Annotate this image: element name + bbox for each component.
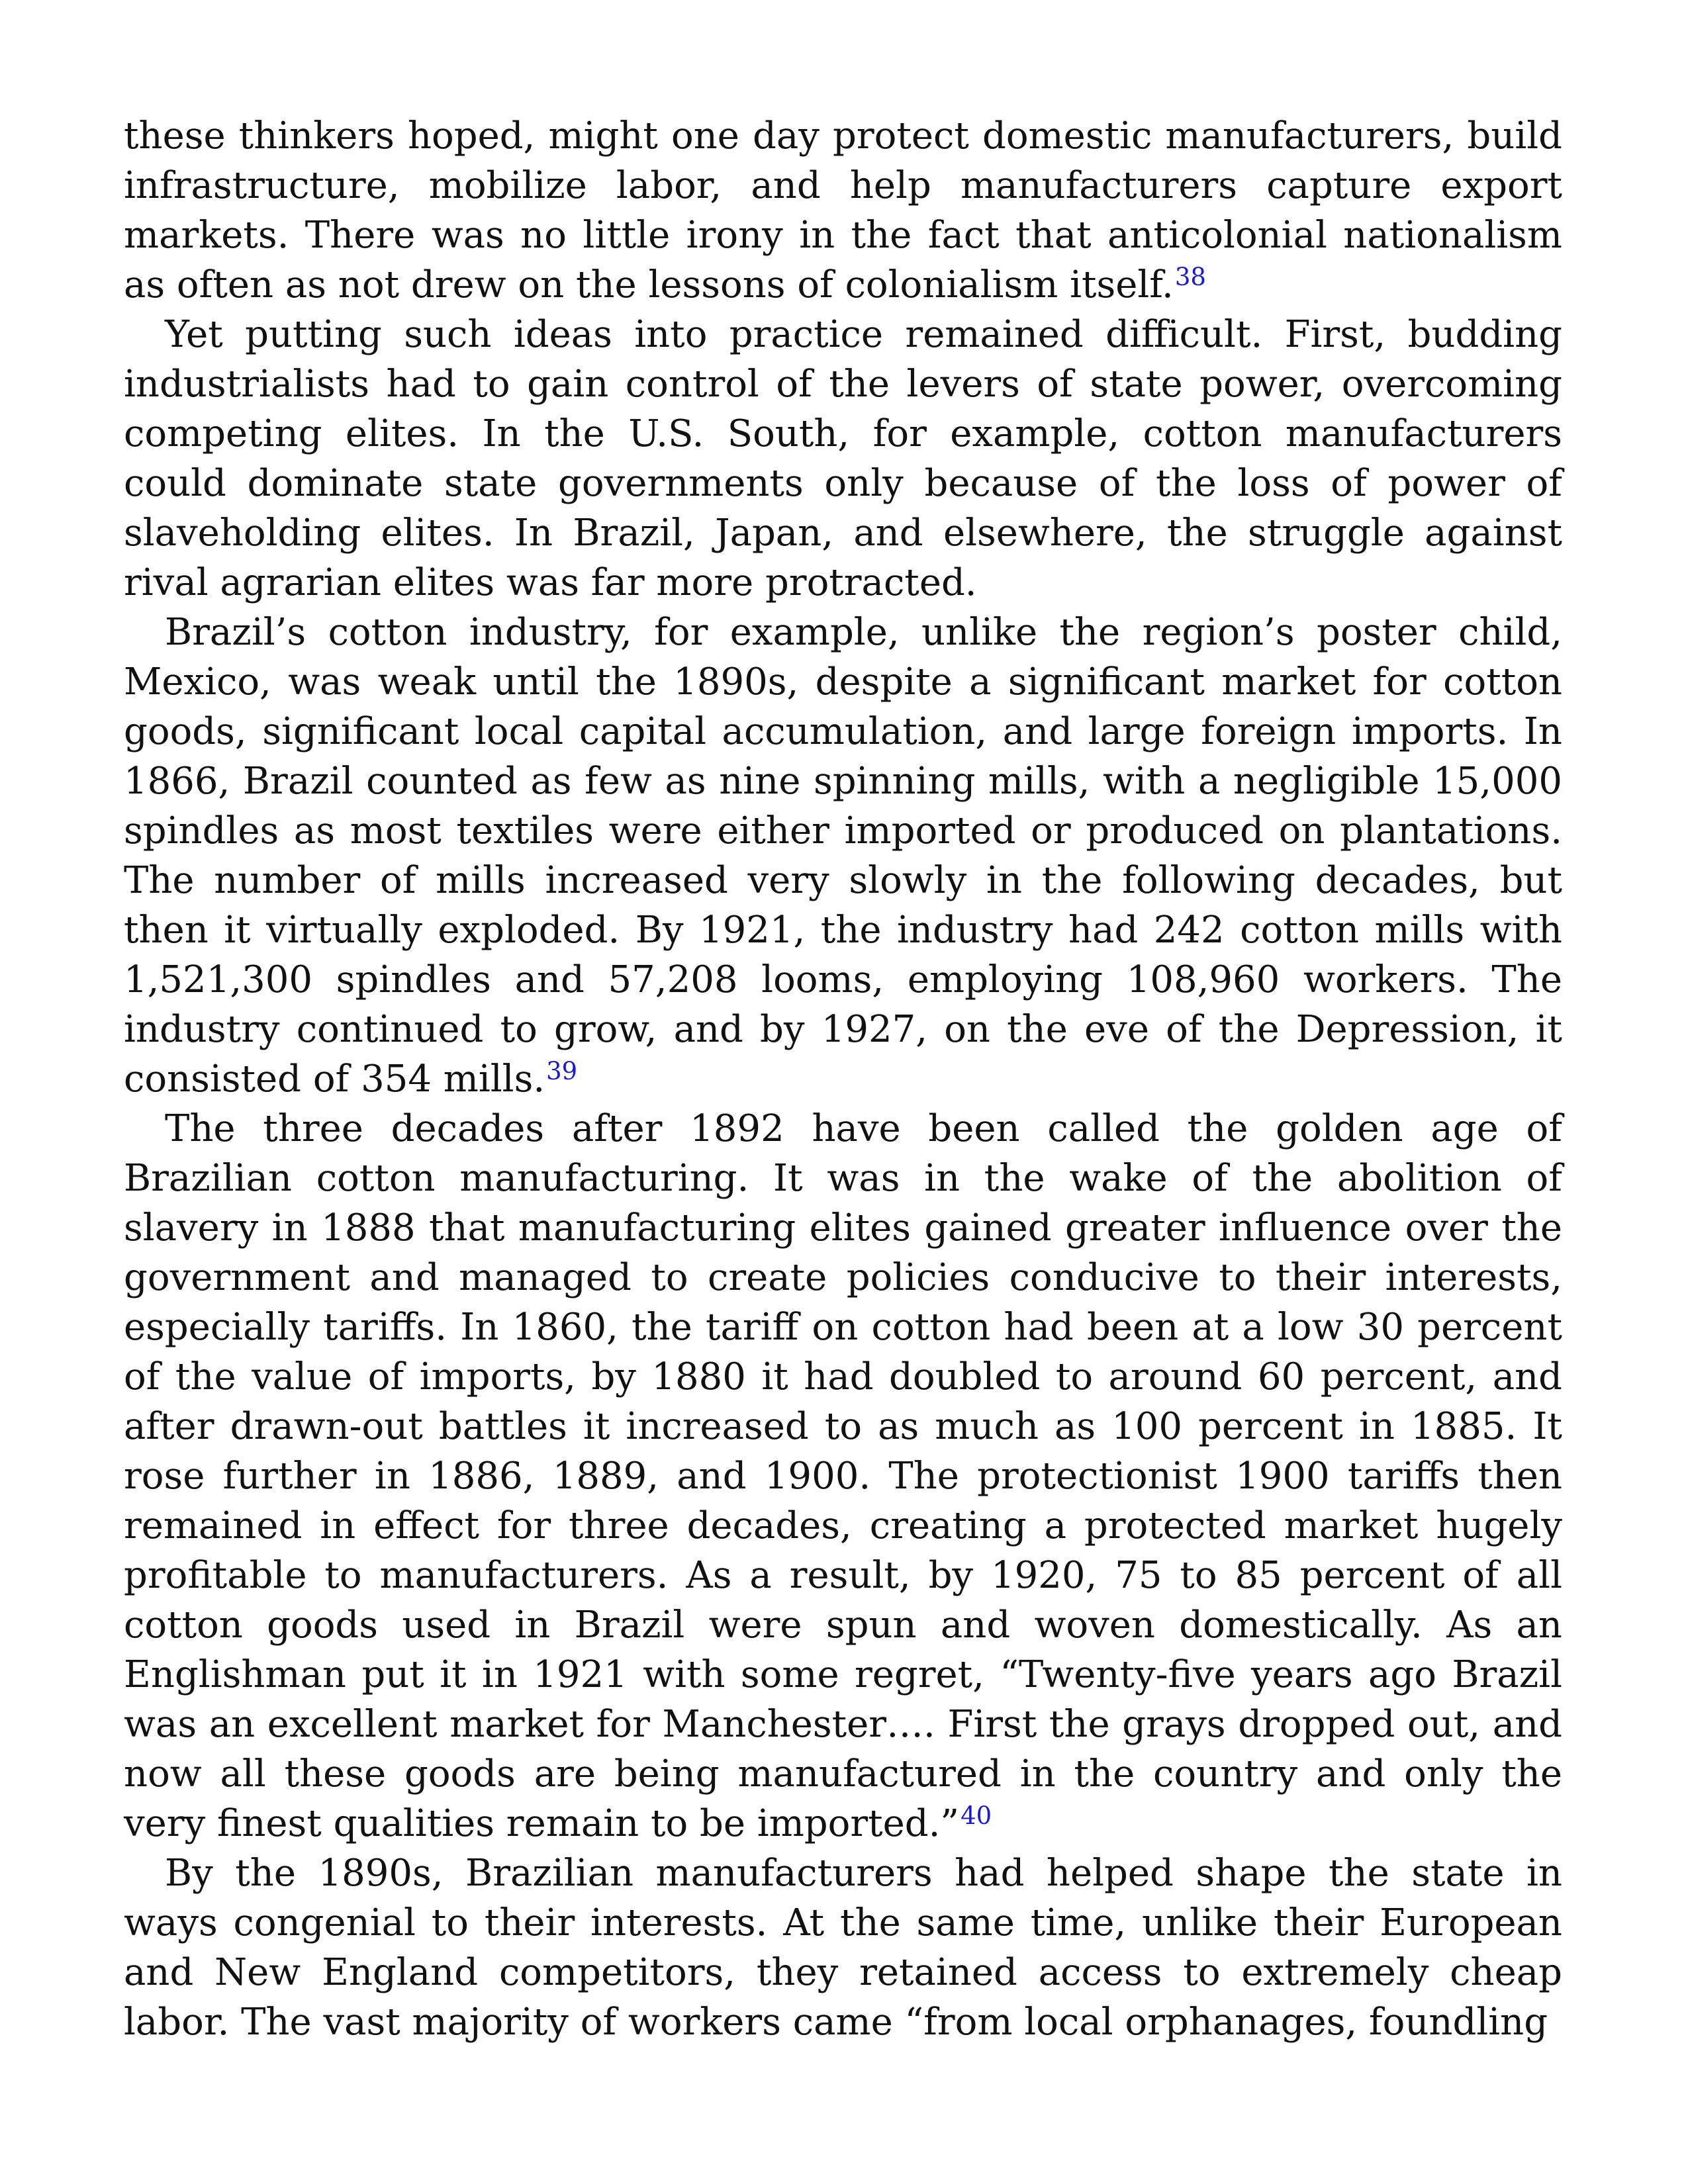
paragraph-text: By the 1890s, Brazilian manufacturers had helped shape the state in ways congenial to their interests. At the same time, unlike their European and New England competitors, they retained access to extremely cheap labor. The vast majority of workers came “from local orphanages, foundling [124,1852,1562,2044]
paragraph-text: Brazil’s cotton industry, for example, unlike the region’s poster child, Mexico, was weak until the 1890s, despite a significant market for cotton goods, significant local capital accumulation, and large foreign imports. In 1866, Brazil counted as few as nine spinning mills, with a negligible 15,000 spindles as most textiles were either imported or produced on plantations. The number of mills increased very slowly in the following decades, but then it virtually exploded. By 1921, the industry had 242 cotton mills with 1,521,300 spindles and 57,208 looms, employing 108,960 workers. The industry continued to grow, and by 1927, on the eve of the Depression, it consisted of 354 mills. [124,611,1562,1101]
paragraph-text: The three decades after 1892 have been called the golden age of Brazilian cotton manufacturing. It was in the wake of the abolition of slavery in 1888 that manufacturing elites gained greater influence over the government and managed to create policies conducive to their interests, especially tariffs. In 1860, the tariff on cotton had been at a low 30 percent of the value of imports, by 1880 it had doubled to around 60 percent, and after drawn-out battles it increased to as much as 100 percent in 1885. It rose further in 1886, 1889, and 1900. The protectionist 1900 tariffs then remained in effect for three decades, creating a protected market hugely profitable to manufacturers. As a result, by 1920, 75 to 85 percent of all cotton goods used in Brazil were spun and woven domestically. As an Englishman put it in 1921 with some regret, “Twenty-five years ago Brazil was an excellent market for Manchester…. First the grays dropped out, and now all these goods are being manufactured in the country and only the very finest qualities remain to be imported.” [124,1107,1562,1845]
paragraph-5 [124,1848,1562,2047]
paragraph-1 [124,111,1562,310]
paragraph-4 [124,1104,1562,1848]
paragraph-text: Yet putting such ideas into practice remained difficult. First, budding industrialists had to gain control of the levers of state power, overcoming competing elites. In the U.S. South, for example, cotton manufacturers could dominate state governments only because of the loss of power of slaveholding elites. In Brazil, Japan, and elsewhere, the struggle against rival agrarian elites was far more protracted. [124,313,1562,604]
page-body [124,111,1562,2047]
footnote-38-link[interactable]: 38 [1174,262,1206,291]
footnote-39-link[interactable]: 39 [546,1056,578,1085]
paragraph-2 [124,310,1562,608]
paragraph-text: these thinkers hoped, might one day protect domestic manufacturers, build infrastructure, mobilize labor, and help manufacturers capture export markets. There was no little irony in the fact that anticolonial nationalism as often as not drew on the lessons of colonialism itself. [124,114,1562,306]
footnote-40-link[interactable]: 40 [961,1801,992,1830]
paragraph-3 [124,608,1562,1104]
